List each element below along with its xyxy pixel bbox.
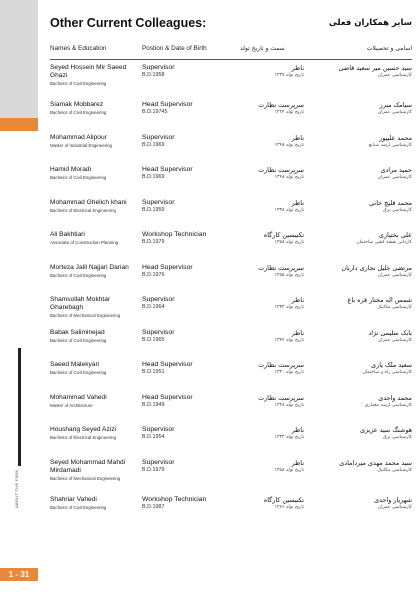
colleague-position: Supervisor	[142, 328, 175, 336]
colleague-birth-date: B.D.1954	[142, 434, 165, 441]
colleague-en-block	[50, 426, 142, 441]
colleague-education-persian: کارشناسی عمران	[377, 337, 412, 343]
colleague-position-block	[142, 329, 240, 344]
colleague-education-persian: کارشناسی ارشد معماری	[364, 402, 412, 408]
colleague-position-persian: سرپرست نظارت	[258, 263, 304, 272]
colleague-education: Master of Architecture	[50, 402, 93, 408]
colleague-position: Workshop Technician	[142, 231, 207, 238]
colleague-name: Mohammad Ghelich khani	[50, 198, 127, 206]
colleague-position-block	[142, 264, 240, 279]
colleague-position: Head Supervisor	[142, 263, 193, 271]
colleague-name: Seyed Hossein Mir Saeed Ghazi	[50, 64, 127, 80]
colleague-position-persian: سرپرست نظارت	[258, 166, 304, 174]
colleague-position-persian: ناظر	[291, 133, 304, 142]
colleague-name-persian: هوشنگ سید عزیزی	[359, 426, 412, 434]
colleague-name-persian: شهریار واحدی	[374, 495, 412, 504]
colleague-education: Bachelor of Civil Engineering	[50, 370, 107, 376]
colleague-birth-date-persian: تاریخ تولد ۱۳۳۳	[274, 435, 304, 441]
colleague-fa-block	[312, 459, 412, 474]
colleague-birth-date-persian: تاریخ تولد ۱۳۵۸	[274, 240, 304, 246]
colleague-position-persian: ناظر	[291, 458, 304, 467]
colleague-fa-block	[312, 231, 412, 246]
colleague-position-block	[142, 296, 240, 311]
colleague-education-persian: کارشناسی راه و ساختمان	[362, 370, 412, 376]
colleague-education-persian: کارشناسی ارشد صنایع	[368, 142, 412, 148]
colleague-name: Ali Bakhtiari	[50, 231, 85, 238]
colleague-en-block	[50, 166, 142, 181]
colleague-row	[50, 390, 412, 423]
colleague-education: Bachelor of Civil Engineering	[50, 175, 107, 181]
colleague-position-block	[142, 496, 240, 511]
colleague-fa-block	[312, 101, 412, 116]
colleague-position-block	[142, 199, 240, 214]
colleague-en-block	[50, 64, 142, 87]
colleague-position-fa-block	[236, 264, 304, 279]
colleague-en-block	[50, 459, 142, 482]
colleague-name: Shamsollah Mokhtar Gharebagh	[50, 296, 111, 312]
colleague-fa-block	[312, 329, 412, 344]
colleague-position-fa-block	[236, 361, 304, 376]
colleague-name-persian: مرتضی جلیل نجاری داریان	[341, 263, 412, 272]
colleague-position-fa-block	[236, 459, 304, 474]
colleague-position-persian: ناظر	[291, 426, 304, 434]
colleague-position-persian: سرپرست نظارت	[258, 393, 304, 402]
colleague-position: Head Supervisor	[142, 393, 193, 401]
colleague-name-persian: محمد علیپور	[379, 133, 412, 142]
colleague-position-block	[142, 361, 240, 376]
colleague-education: Associate of Construction Planning	[50, 240, 119, 246]
colleague-birth-date: B.D.1949	[142, 401, 165, 408]
colleague-birth-date: B.D.1959	[142, 206, 165, 213]
colleague-position-fa-block	[236, 426, 304, 441]
page-title-persian: سایر همکاران فعلی	[328, 18, 412, 28]
colleague-position-persian: تکنیسین کارگاه	[263, 231, 304, 239]
colleague-birth-date-persian: تاریخ تولد ۱۳۵۸	[274, 467, 304, 473]
colleague-fa-block	[312, 296, 412, 311]
colleague-education: Bachelor of Civil Engineering	[50, 272, 107, 278]
colleague-row	[50, 492, 412, 525]
colleague-row	[50, 455, 412, 492]
colleague-position: Workshop Technician	[142, 495, 207, 503]
colleague-position-fa-block	[236, 394, 304, 409]
colleague-education-persian: کارشناسی مکانیک	[377, 467, 412, 473]
colleague-name-persian: محمد واحدی	[378, 393, 412, 402]
colleague-name: Hamid Moradi	[50, 166, 92, 173]
colleague-education: Bachelor of Mechanical Engineering	[50, 313, 121, 319]
colleague-row	[50, 325, 412, 358]
colleague-position: Head Supervisor	[142, 166, 193, 173]
colleague-position: Supervisor	[142, 133, 175, 141]
colleague-name: Seyed Mohammad Mahdi Mirdamadi	[50, 458, 126, 474]
colleague-birth-date: B.D.1969	[142, 174, 165, 181]
colleague-education: Bachelor of Electrical Engineering	[50, 207, 116, 213]
colleague-birth-date: B.D.1987	[142, 503, 165, 510]
colleague-name: Houshang Seyed Azizi	[50, 426, 116, 433]
colleague-position-fa-block	[236, 64, 304, 79]
colleague-position-fa-block	[236, 166, 304, 181]
colleague-name: Mohammad Alipour	[50, 133, 107, 141]
colleague-row	[50, 97, 412, 130]
title-row	[50, 14, 412, 36]
colleague-position-fa-block	[236, 496, 304, 511]
colleague-row	[50, 422, 412, 455]
colleague-row	[50, 130, 412, 163]
colleague-birth-date: B.D.19745	[142, 109, 168, 116]
colleague-en-block	[50, 496, 142, 511]
colleague-position-fa-block	[236, 134, 304, 149]
column-header-position-dob: Postion & Date of Birth	[142, 45, 207, 52]
colleague-fa-block	[312, 426, 412, 441]
colleague-name-persian: سید حسین میر سعید قاضی	[338, 64, 412, 72]
colleague-position: Supervisor	[142, 296, 175, 303]
colleague-position: Supervisor	[142, 426, 175, 433]
colleague-name-persian: سیامک مبرز	[379, 101, 412, 109]
colleague-name-persian: سید محمد مهدی میردامادی	[339, 458, 412, 467]
colleague-education-persian: کارشناسی عمران	[377, 504, 412, 510]
colleague-position-fa-block	[236, 296, 304, 311]
colleague-row	[50, 260, 412, 293]
colleague-birth-date: B.D.1951	[142, 369, 165, 376]
colleague-education-persian: کارشناسی عمران	[377, 110, 412, 116]
colleague-education-persian: کارشناسی عمران	[377, 175, 412, 181]
colleague-birth-date-persian: تاریخ تولد ۱۳۲۴	[274, 110, 304, 116]
colleague-row	[50, 162, 412, 195]
colleague-position-persian: تکنیسین کارگاه	[263, 495, 304, 504]
colleague-position-block	[142, 231, 240, 246]
colleague-row	[50, 227, 412, 260]
colleague-education: Bachelor of Civil Engineering	[50, 337, 107, 343]
colleague-row	[50, 292, 412, 325]
colleague-position-fa-block	[236, 101, 304, 116]
colleague-education: Bachelor of Electrical Engineering	[50, 435, 116, 441]
colleague-position: Supervisor	[142, 198, 175, 206]
colleague-position-persian: سرپرست نظارت	[258, 361, 304, 369]
side-strip-gray-block	[0, 0, 38, 118]
colleague-en-block	[50, 134, 142, 149]
colleague-en-block	[50, 296, 142, 319]
colleague-position-persian: ناظر	[291, 328, 304, 337]
colleague-name-persian: شمس اله مختار قره باغ	[347, 296, 412, 304]
page-title: Other Current Colleagues:	[50, 16, 207, 30]
colleague-position-block	[142, 459, 240, 474]
colleague-birth-date: B.D.1965	[142, 336, 165, 343]
colleague-name: Babak Saliminejad	[50, 328, 105, 336]
colleague-row	[50, 60, 412, 97]
colleague-education-persian: کارشناسی عمران	[377, 73, 412, 79]
colleague-name: Saeed Malekyari	[50, 361, 100, 368]
section-vertical-label: ABOUT THE FIRM	[14, 470, 19, 508]
colleague-fa-block	[312, 394, 412, 409]
colleague-education-persian: کارشناسی مکانیک	[377, 305, 412, 311]
colleague-education-persian: کارشناسی عمران	[377, 272, 412, 278]
colleague-birth-date-persian: تاریخ تولد ۱۳۳۰	[274, 370, 304, 376]
colleague-position-persian: ناظر	[291, 64, 304, 72]
colleague-education: Master of Industrial Engineering	[50, 142, 112, 148]
colleague-birth-date-persian: تاریخ تولد ۱۳۴۳	[274, 305, 304, 311]
colleague-row	[50, 357, 412, 390]
colleague-fa-block	[312, 199, 412, 214]
column-header-position-persian: سمت و تاریخ تولد	[240, 45, 285, 52]
colleague-fa-block	[312, 166, 412, 181]
colleague-en-block	[50, 329, 142, 344]
colleague-name-persian: بابک سلیمی نژاد	[368, 328, 412, 337]
colleague-education: Bachelor of Civil Engineering	[50, 110, 107, 116]
side-strip	[0, 0, 38, 600]
colleague-position: Head Supervisor	[142, 361, 193, 368]
colleague-row	[50, 195, 412, 228]
colleague-education: Bachelor of Mechanical Engineering	[50, 475, 121, 481]
colleague-name: Morteza Jalil Najjari Darian	[50, 263, 129, 271]
colleague-position-fa-block	[236, 231, 304, 246]
colleague-en-block	[50, 231, 142, 246]
colleague-education-persian: کاردانی نقشه کشی ساختمان	[356, 240, 412, 246]
colleague-birth-date: B.D.1979	[142, 466, 165, 473]
column-header-names-persian: اسامی و تحصیلات	[366, 45, 412, 52]
colleague-name: Siamak Mobbarez	[50, 101, 104, 108]
column-header-names-education: Names & Education	[50, 45, 107, 52]
colleague-name-persian: محمد قلیچ خانی	[369, 198, 412, 207]
colleague-en-block	[50, 199, 142, 214]
colleague-birth-date: B.D.1969	[142, 141, 165, 148]
colleague-education-persian: کارشناسی برق	[383, 435, 412, 441]
colleague-name: Mohammad Vahedi	[50, 393, 107, 401]
colleague-name-persian: علی بختیاری	[378, 231, 412, 239]
colleague-birth-date: B.D.1976	[142, 271, 165, 278]
colleague-education-persian: کارشناسی برق	[383, 207, 412, 213]
colleague-birth-date: B.D.1979	[142, 239, 165, 246]
colleague-position-persian: ناظر	[291, 198, 304, 207]
colleague-fa-block	[312, 134, 412, 149]
colleague-position-block	[142, 426, 240, 441]
colleague-birth-date-persian: تاریخ تولد ۱۳۳۷	[274, 73, 304, 79]
colleague-name-persian: سعید ملک یاری	[371, 361, 412, 369]
colleague-position-fa-block	[236, 329, 304, 344]
colleague-position-block	[142, 394, 240, 409]
colleague-birth-date-persian: تاریخ تولد ۱۳۶۶	[274, 504, 304, 510]
colleague-fa-block	[312, 496, 412, 511]
colleague-position: Supervisor	[142, 458, 175, 466]
colleague-name: Shahriar Vahedi	[50, 495, 97, 503]
side-strip-orange-accent	[0, 118, 38, 131]
colleague-position-block	[142, 101, 240, 116]
colleague-position-block	[142, 166, 240, 181]
colleague-position-block	[142, 134, 240, 149]
colleague-fa-block	[312, 361, 412, 376]
table-header	[50, 40, 412, 60]
colleague-en-block	[50, 264, 142, 279]
colleague-birth-date-persian: تاریخ تولد ۱۳۴۴	[274, 337, 304, 343]
colleague-birth-date-persian: تاریخ تولد ۱۳۴۸	[274, 142, 304, 148]
colleagues-section	[50, 14, 412, 524]
colleague-position-block	[142, 64, 240, 79]
colleague-name-persian: حمید مرادی	[380, 166, 412, 174]
colleague-fa-block	[312, 64, 412, 79]
colleague-birth-date-persian: تاریخ تولد ۱۳۴۸	[274, 175, 304, 181]
colleague-birth-date-persian: تاریخ تولد ۱۳۳۸	[274, 207, 304, 213]
colleague-en-block	[50, 361, 142, 376]
colleague-position: Head Supervisor	[142, 101, 193, 108]
colleague-birth-date-persian: تاریخ تولد ۱۳۲۸	[274, 402, 304, 408]
colleague-birth-date: B.D.1958	[142, 72, 165, 79]
page-number: 1 - 31	[0, 568, 38, 581]
colleague-position: Supervisor	[142, 64, 175, 71]
colleague-en-block	[50, 394, 142, 409]
colleague-birth-date: B.D.1964	[142, 304, 165, 311]
colleague-list	[50, 60, 412, 524]
colleague-position-fa-block	[236, 199, 304, 214]
colleague-position-persian: سرپرست نظارت	[258, 101, 304, 109]
colleague-education: Bachelor of Civil Engineering	[50, 81, 107, 87]
colleague-birth-date-persian: تاریخ تولد ۱۳۵۵	[274, 272, 304, 278]
colleague-en-block	[50, 101, 142, 116]
colleague-position-persian: ناظر	[291, 296, 304, 304]
colleague-education: Bachelor of Civil Engineering	[50, 504, 107, 510]
colleague-fa-block	[312, 264, 412, 279]
